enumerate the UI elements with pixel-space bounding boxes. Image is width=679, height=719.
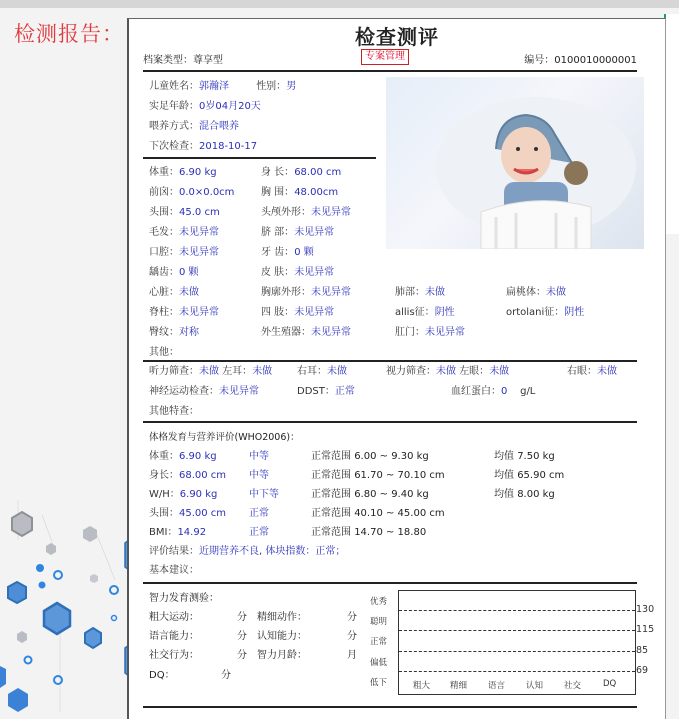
ddst-value: 正常: [334, 386, 355, 397]
hair-value: 未见异常: [179, 227, 219, 238]
category-label: 语言: [488, 681, 506, 691]
id-label: 编号：: [524, 55, 555, 66]
left-ear-label: 左耳：: [222, 366, 253, 377]
exam-row: [149, 306, 585, 320]
screening-row: [149, 405, 199, 419]
grade-label: 优秀: [370, 597, 388, 607]
right-eye-label: 右眼：: [567, 366, 597, 377]
category-label: 精细: [450, 681, 468, 691]
next-check-row: [149, 140, 257, 154]
hb-unit: g/L: [520, 386, 536, 397]
category-label: 粗大: [413, 681, 431, 691]
iq-title: 智力发育测验：: [149, 593, 219, 604]
threshold-value: 115: [636, 624, 655, 635]
lung-value: 未做: [425, 287, 445, 298]
hearing-value: 未做: [199, 366, 219, 377]
iq-row: [149, 630, 357, 644]
mean-value: 8.00 kg: [517, 489, 555, 500]
range-label: 正常范围: [311, 527, 351, 538]
stamp-badge: 专案管理: [361, 49, 409, 65]
limbs-label: 四 肢：: [261, 307, 295, 318]
cognition-label: 认知能力：: [257, 631, 307, 642]
growth-label: 体重：: [149, 451, 179, 462]
divider: [143, 360, 637, 362]
range-value: 14.70 ~ 18.80: [354, 527, 427, 538]
document-id: [524, 51, 637, 66]
gross-motor-label: 粗大运动：: [149, 612, 199, 623]
file-type: [143, 51, 223, 66]
vision-label: 视力筛查：: [386, 366, 436, 377]
child-name-label: 儿童姓名：: [149, 81, 199, 92]
allis-value: 阴性: [434, 307, 455, 318]
iq-row: [149, 649, 357, 663]
chest-label: 胸 围：: [261, 187, 295, 198]
child-photo: [386, 77, 644, 249]
exam-row: [149, 186, 339, 200]
gluteal-value: 对称: [179, 327, 199, 338]
lung-label: 肺部：: [395, 287, 425, 298]
tonsil-value: 未做: [546, 287, 566, 298]
heart-label: 心脏：: [149, 287, 179, 298]
growth-row: [149, 507, 445, 521]
anus-value: 未见异常: [425, 327, 465, 338]
fine-motor-label: 精细动作：: [257, 612, 307, 623]
exam-row: [149, 246, 314, 260]
growth-grade: 中下等: [249, 489, 279, 500]
exam-row: [149, 226, 335, 240]
growth-row: [149, 450, 555, 464]
weight-label: 体重：: [149, 167, 179, 178]
social-label: 社交行为：: [149, 650, 199, 661]
ortolani-value: 阴性: [564, 307, 585, 318]
threshold-value: 85: [636, 645, 649, 656]
teeth-value: 0 颗: [294, 247, 314, 258]
social-unit: 分: [237, 650, 247, 661]
left-eye-value: 未做: [489, 366, 510, 377]
range-label: 正常范围: [311, 470, 351, 481]
threshold-line: [399, 671, 635, 672]
result-label: 评价结果：: [149, 546, 199, 557]
fontanelle-value: 0.0×0.0cm: [179, 187, 235, 198]
growth-grade: 正常: [249, 508, 269, 519]
grade-label: 正常: [370, 637, 388, 647]
skin-label: 皮 肤：: [261, 267, 295, 278]
result-value: 近期营养不良, 体块指数：正常；: [199, 546, 346, 557]
threshold-value: 130: [636, 604, 655, 615]
advice-label: 基本建议：: [149, 565, 199, 576]
head-circ-value: 45.0 cm: [179, 207, 220, 218]
exam-row: [149, 166, 342, 180]
divider: [143, 70, 637, 72]
grade-label: 偏低: [370, 658, 388, 668]
thorax-label: 胸廓外形：: [261, 287, 311, 298]
mean-value: 65.90 cm: [517, 470, 565, 481]
iq-chart: [398, 590, 636, 695]
language-unit: 分: [237, 631, 247, 642]
top-bar: [0, 0, 679, 8]
growth-label: 头围：: [149, 508, 179, 519]
age-value: 0岁04月20天: [199, 101, 261, 112]
growth-value: 45.00 cm: [179, 508, 227, 519]
exam-row: [149, 326, 465, 340]
child-name: 郭瀚泽: [199, 81, 229, 92]
iq-row: [149, 611, 357, 625]
mental-age-label: 智力月龄：: [257, 650, 307, 661]
growth-grade: 正常: [249, 527, 269, 538]
next-check-label: 下次检查：: [149, 141, 199, 152]
range-value: 6.00 ~ 9.30 kg: [354, 451, 429, 462]
heart-value: 未做: [179, 287, 199, 298]
growth-value: 6.90 kg: [179, 489, 218, 500]
neuro-value: 未见异常: [219, 386, 259, 397]
gender-value: 男: [286, 81, 297, 92]
range-value: 40.10 ~ 45.00 cm: [354, 508, 445, 519]
age-label: 实足年龄：: [149, 101, 199, 112]
anus-label: 肛门：: [395, 327, 425, 338]
growth-grade: 中等: [249, 470, 269, 481]
divider: [143, 582, 637, 584]
other-check-label: 其他特查：: [149, 406, 199, 417]
gender-label: 性别：: [256, 81, 287, 92]
mouth-label: 口腔：: [149, 247, 179, 258]
fontanelle-label: 前囟：: [149, 187, 179, 198]
age-row: [149, 100, 261, 114]
left-ear-value: 未做: [252, 366, 273, 377]
grade-label: 低下: [370, 678, 388, 688]
skull-shape-label: 头颅外形：: [261, 207, 311, 218]
fine-motor-unit: 分: [347, 612, 357, 623]
growth-label: 身长：: [149, 470, 179, 481]
category-label: 认知: [526, 681, 544, 691]
hexagon-decoration-icon: [0, 470, 140, 712]
divider: [143, 706, 637, 708]
mental-age-unit: 月: [347, 650, 357, 661]
threshold-value: 69: [636, 665, 649, 676]
dq-unit: 分: [221, 670, 231, 681]
exam-row: [149, 206, 351, 220]
result-row: [149, 545, 345, 559]
mouth-value: 未见异常: [179, 247, 219, 258]
caries-value: 0 颗: [179, 267, 199, 278]
navel-label: 脐 部：: [261, 227, 295, 238]
ddst-label: DDST：: [297, 386, 335, 397]
divider: [143, 421, 637, 423]
other-label: 其他：: [149, 347, 179, 358]
growth-value: 68.00 cm: [179, 470, 227, 481]
gluteal-label: 臀纹：: [149, 327, 179, 338]
threshold-line: [399, 610, 635, 611]
genitals-label: 外生殖器：: [261, 327, 311, 338]
hearing-label: 听力筛查：: [149, 366, 199, 377]
gross-motor-unit: 分: [237, 612, 247, 623]
exam-row: [149, 346, 179, 360]
category-label: DQ: [603, 679, 617, 689]
right-eye-value: 未做: [597, 366, 617, 377]
growth-row: [149, 469, 565, 483]
file-type-label: 档案类型：: [143, 55, 193, 66]
length-label: 身 长：: [261, 167, 295, 178]
next-check-value: 2018-10-17: [199, 141, 258, 152]
tonsil-label: 扁桃体：: [506, 287, 546, 298]
left-eye-label: 左眼：: [459, 366, 490, 377]
vision-value: 未做: [436, 366, 456, 377]
growth-row: [149, 488, 555, 502]
mean-value: 7.50 kg: [517, 451, 555, 462]
range-label: 正常范围: [311, 489, 351, 500]
hb-label: 血红蛋白：: [451, 386, 501, 397]
baby-photo-icon: [386, 77, 644, 249]
report-document: [127, 18, 666, 719]
feeding-label: 喂养方式：: [149, 121, 199, 132]
file-type-value: 尊享型: [193, 55, 223, 66]
grade-label: 聪明: [370, 617, 388, 627]
growth-grade: 中等: [249, 451, 269, 462]
growth-value: 14.92: [177, 527, 207, 538]
skin-value: 未见异常: [294, 267, 335, 278]
threshold-line: [399, 630, 635, 631]
head-circ-label: 头围：: [149, 207, 179, 218]
category-label: 社交: [564, 681, 582, 691]
neuro-label: 神经运动检查：: [149, 386, 219, 397]
right-ear-label: 右耳：: [297, 366, 327, 377]
growth-title: 体格发育与营养评价(WHO2006)：: [149, 432, 300, 443]
exam-row: [149, 286, 566, 300]
advice-row: [149, 564, 199, 578]
hb-value: 0: [501, 386, 508, 397]
range-label: 正常范围: [311, 508, 351, 519]
spine-label: 脊柱：: [149, 307, 179, 318]
child-name-row: [149, 80, 296, 94]
screening-row: [149, 365, 617, 379]
mean-label: 均值: [494, 489, 514, 500]
mean-label: 均值: [494, 451, 514, 462]
range-value: 6.80 ~ 9.40 kg: [354, 489, 429, 500]
navel-value: 未见异常: [294, 227, 335, 238]
document-title: 检查测评: [355, 25, 439, 49]
screening-row: [149, 385, 536, 399]
spine-value: 未见异常: [179, 307, 219, 318]
feeding-value: 混合喂养: [199, 121, 239, 132]
threshold-line: [399, 651, 635, 652]
side-panel: [664, 14, 679, 234]
iq-row: [149, 669, 231, 683]
limbs-value: 未见异常: [294, 307, 335, 318]
weight-value: 6.90 kg: [179, 167, 217, 178]
genitals-value: 未见异常: [311, 327, 351, 338]
growth-label: W/H：: [149, 489, 180, 500]
report-label: 检测报告：: [14, 22, 124, 46]
allis-label: allis征：: [395, 307, 435, 318]
mean-label: 均值: [494, 470, 514, 481]
range-value: 61.70 ~ 70.10 cm: [354, 470, 445, 481]
exam-row: [149, 266, 335, 280]
teeth-label: 牙 齿：: [261, 247, 295, 258]
id-value: 0100010000001: [554, 55, 637, 66]
ortolani-label: ortolani征：: [506, 307, 565, 318]
thorax-value: 未见异常: [311, 287, 351, 298]
length-value: 68.00 cm: [294, 167, 342, 178]
chest-value: 48.00cm: [294, 187, 339, 198]
feeding-row: [149, 120, 239, 134]
right-ear-value: 未做: [327, 366, 347, 377]
dq-label: DQ：: [149, 670, 175, 681]
divider: [143, 157, 376, 159]
caries-label: 龋齿：: [149, 267, 179, 278]
growth-label: BMI：: [149, 527, 178, 538]
cognition-unit: 分: [347, 631, 357, 642]
skull-shape-value: 未见异常: [311, 207, 351, 218]
range-label: 正常范围: [311, 451, 351, 462]
language-label: 语言能力：: [149, 631, 199, 642]
document-header: [143, 51, 637, 67]
growth-value: 6.90 kg: [179, 451, 217, 462]
growth-row: [149, 526, 427, 540]
hair-label: 毛发：: [149, 227, 179, 238]
